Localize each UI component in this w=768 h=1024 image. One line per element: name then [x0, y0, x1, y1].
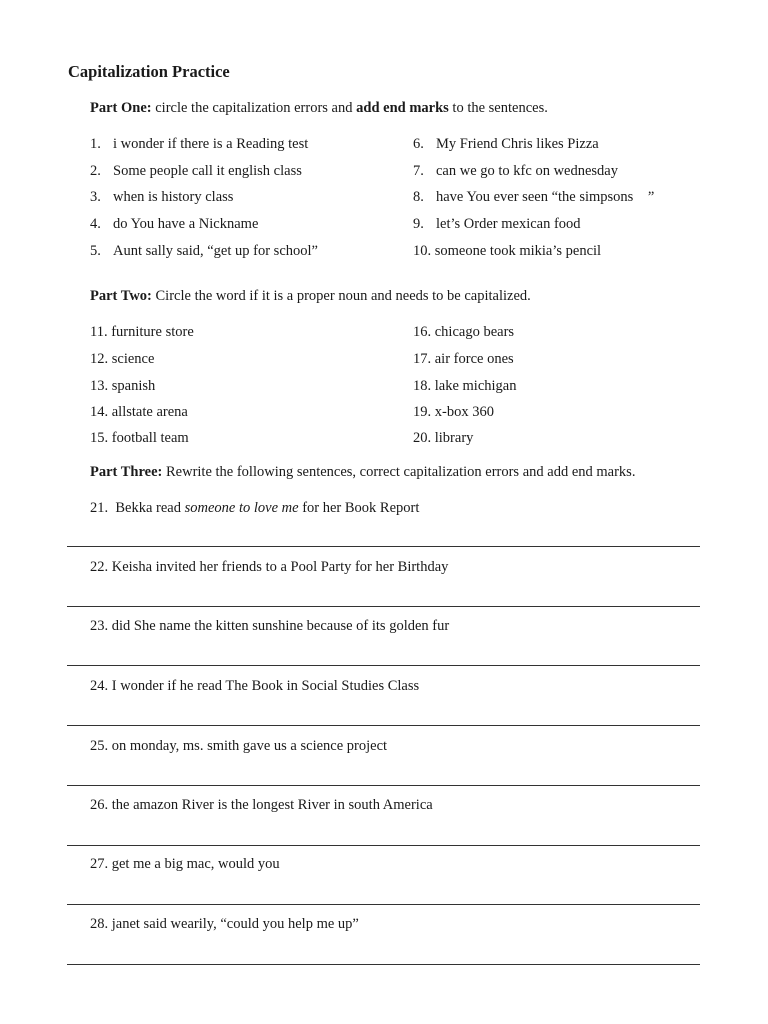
answer-line-26[interactable]: [67, 845, 700, 846]
part-two-item-14: 14. allstate arena: [90, 404, 188, 420]
part-one-item-5: [90, 243, 318, 260]
item-number: 7.: [413, 163, 424, 179]
item-number: 9.: [413, 216, 424, 232]
item-text: i wonder if there is a Reading test: [113, 136, 309, 152]
item-text: when is history class: [113, 189, 234, 205]
part-one-item-6: [413, 136, 599, 153]
part-two-heading: Part Two:: [90, 288, 152, 304]
part-two-item-11: 11. furniture store: [90, 324, 194, 340]
part-two-item-20: 20. library: [413, 430, 474, 446]
item-text: Some people call it english class: [113, 163, 302, 179]
part-one-item-10: [413, 243, 601, 260]
part-two-item-18: 18. lake michigan: [413, 378, 517, 394]
book-title: someone to love me: [184, 500, 299, 516]
item-number: 2.: [90, 163, 101, 179]
part-two-item-19: 19. x-box 360: [413, 404, 494, 420]
item-number: 4.: [90, 216, 101, 232]
part-one-instructions: [90, 100, 548, 117]
part-one-item-8: [413, 189, 654, 206]
part-one-heading: Part One:: [90, 100, 152, 116]
item-text: have You ever seen “the simpsons ”: [436, 189, 655, 205]
part-two-item-15: 15. football team: [90, 430, 189, 446]
answer-line-24[interactable]: [67, 725, 700, 726]
part-one-item-3: [90, 189, 233, 206]
item-number: 3.: [90, 189, 101, 205]
part-one-item-9: [413, 216, 581, 233]
question-27: 27. get me a big mac, would you: [90, 856, 280, 872]
question-24: 24. I wonder if he read The Book in Social Studies Class: [90, 678, 420, 694]
part-two-item-17: 17. air force ones: [413, 351, 514, 367]
item-number: 10.: [413, 243, 432, 259]
item-number: 5.: [90, 243, 101, 259]
question-25: 25. on monday, ms. smith gave us a science project: [90, 738, 388, 754]
part-three-heading: Part Three:: [90, 464, 163, 480]
part-one-item-1: [90, 136, 308, 153]
part-one-item-7: [413, 163, 618, 180]
item-text: can we go to kfc on wednesday: [436, 163, 618, 179]
item-number: 6.: [413, 136, 424, 152]
part-one-text-a: circle the capitalization errors and: [151, 100, 357, 116]
part-two-item-16: 16. chicago bears: [413, 324, 515, 340]
question-22: 22. Keisha invited her friends to a Pool Party for her Birthday: [90, 559, 449, 575]
item-text: someone took mikia’s pencil: [434, 243, 602, 259]
answer-line-23[interactable]: [67, 665, 700, 666]
question-23: 23. did She name the kitten sunshine because of its golden fur: [90, 618, 450, 634]
item-text: My Friend Chris likes Pizza: [436, 136, 599, 152]
part-two-item-12: 12. science: [90, 351, 155, 367]
answer-line-22[interactable]: [67, 606, 700, 607]
part-one-text-b: to the sentences.: [448, 100, 548, 116]
part-two-instructions: [90, 288, 531, 305]
part-one-text-bold: add end marks: [356, 100, 449, 116]
page-title: Capitalization Practice: [68, 62, 230, 81]
part-three-text: Rewrite the following sentences, correct capitalization errors and add end marks.: [162, 464, 636, 480]
item-text: Aunt sally said, “get up for school”: [113, 243, 318, 259]
item-text: let’s Order mexican food: [436, 216, 581, 232]
answer-line-28[interactable]: [67, 964, 700, 965]
part-two-text: Circle the word if it is a proper noun and needs to be capitalized.: [151, 288, 531, 304]
answer-line-25[interactable]: [67, 785, 700, 786]
part-two-item-13: 13. spanish: [90, 378, 156, 394]
part-one-item-2: [90, 163, 302, 180]
answer-line-21[interactable]: [67, 546, 700, 547]
question-28: 28. janet said wearily, “could you help me up”: [90, 916, 359, 932]
part-three-instructions: [90, 464, 635, 481]
item-text: do You have a Nickname: [113, 216, 259, 232]
item-number: 8.: [413, 189, 424, 205]
answer-line-27[interactable]: [67, 904, 700, 905]
question-text: 21. Bekka read: [90, 500, 185, 516]
item-number: 1.: [90, 136, 101, 152]
question-text: for her Book Report: [298, 500, 420, 516]
question-26: 26. the amazon River is the longest River in south America: [90, 797, 433, 813]
question-21: [90, 500, 419, 517]
part-one-item-4: [90, 216, 258, 233]
